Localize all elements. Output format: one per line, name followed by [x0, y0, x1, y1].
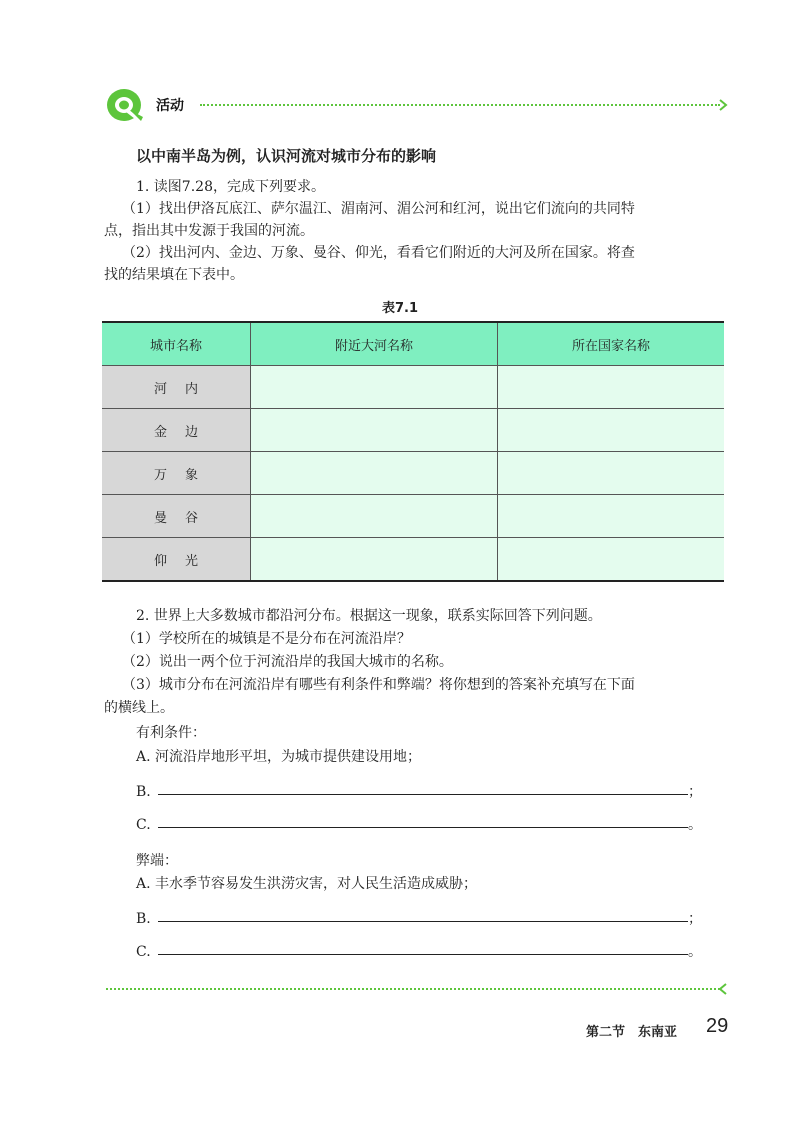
- q1-part2-line1: （2）找出河内、金边、万象、曼谷、仰光，看看它们附近的大河及所在国家。将查: [122, 245, 635, 261]
- table-row: [102, 538, 724, 582]
- advantage-b-blank[interactable]: [158, 780, 688, 795]
- table-caption: 表7.1: [381, 301, 419, 316]
- page-number: 29: [706, 1015, 729, 1037]
- city-name: 金边: [102, 409, 251, 452]
- table-row: [102, 452, 724, 495]
- table-header-row: [102, 322, 724, 366]
- river-answer-cell[interactable]: [251, 366, 498, 409]
- country-answer-cell[interactable]: [498, 366, 725, 409]
- disadvantage-b-blank[interactable]: [158, 907, 688, 922]
- city-name: 河内: [102, 366, 251, 409]
- city-name: 万象: [102, 452, 251, 495]
- arrow-right-icon: [718, 99, 728, 111]
- q1-part1-line1: （1）找出伊洛瓦底江、萨尔温江、湄南河、湄公河和红河，说出它们流向的共同特: [122, 201, 635, 217]
- q2-intro: 2. 世界上大多数城市都沿河分布。根据这一现象，联系实际回答下列问题。: [136, 608, 602, 624]
- river-answer-cell[interactable]: [251, 538, 498, 582]
- city-name: 仰光: [102, 538, 251, 582]
- arrow-left-icon: [718, 983, 728, 995]
- q1-part2-line2: 找的结果填在下表中。: [104, 267, 244, 283]
- q2-sub1: （1）学校所在的城镇是不是分布在河流沿岸？: [122, 631, 411, 647]
- disadvantages-label: 弊端：: [136, 853, 178, 869]
- section-footer: 第二节 东南亚: [586, 1025, 678, 1040]
- activity-heading: 以中南半岛为例，认识河流对城市分布的影响: [136, 147, 437, 165]
- advantage-c-end: 。: [688, 817, 702, 833]
- advantage-c-label: C.: [136, 817, 151, 833]
- country-answer-cell[interactable]: [498, 409, 725, 452]
- disadvantage-b-end: ；: [688, 911, 702, 927]
- activity-bottom-divider: [106, 988, 720, 990]
- q1-part1-line2: 点，指出其中发源于我国的河流。: [104, 223, 314, 239]
- disadvantage-c-label: C.: [136, 944, 151, 960]
- activity-top-divider: [200, 104, 720, 106]
- disadvantage-a: A. 丰水季节容易发生洪涝灾害，对人民生活造成威胁；: [136, 876, 478, 892]
- advantage-a: A. 河流沿岸地形平坦，为城市提供建设用地；: [136, 749, 422, 765]
- q1-intro: 1. 读图7.28，完成下列要求。: [136, 179, 325, 195]
- country-answer-cell[interactable]: [498, 452, 725, 495]
- q2-sub2: （2）说出一两个位于河流沿岸的我国大城市的名称。: [122, 654, 453, 670]
- disadvantage-c-blank[interactable]: [158, 940, 688, 955]
- advantages-label: 有利条件：: [136, 725, 206, 741]
- city-name: 曼谷: [102, 495, 251, 538]
- country-answer-cell[interactable]: [498, 495, 725, 538]
- city-river-table: [102, 321, 724, 582]
- table-row: [102, 409, 724, 452]
- table-row: [102, 495, 724, 538]
- activity-logo-icon: [106, 87, 146, 123]
- advantage-b-label: B.: [136, 784, 151, 800]
- disadvantage-c-end: 。: [688, 944, 702, 960]
- river-answer-cell[interactable]: [251, 452, 498, 495]
- country-answer-cell[interactable]: [498, 538, 725, 582]
- q2-sub3-line1: （3）城市分布在河流沿岸有哪些有利条件和弊端？将你想到的答案补充填写在下面: [122, 677, 635, 693]
- header-city: 城市名称: [102, 322, 251, 366]
- activity-label: 活动: [156, 98, 184, 114]
- advantage-c-blank[interactable]: [158, 813, 688, 828]
- header-river: 附近大河名称: [251, 322, 498, 366]
- q2-sub3-line2: 的横线上。: [104, 700, 174, 716]
- table-row: [102, 366, 724, 409]
- river-answer-cell[interactable]: [251, 495, 498, 538]
- disadvantage-b-label: B.: [136, 911, 151, 927]
- advantage-b-end: ；: [688, 784, 702, 800]
- header-country: 所在国家名称: [498, 322, 725, 366]
- river-answer-cell[interactable]: [251, 409, 498, 452]
